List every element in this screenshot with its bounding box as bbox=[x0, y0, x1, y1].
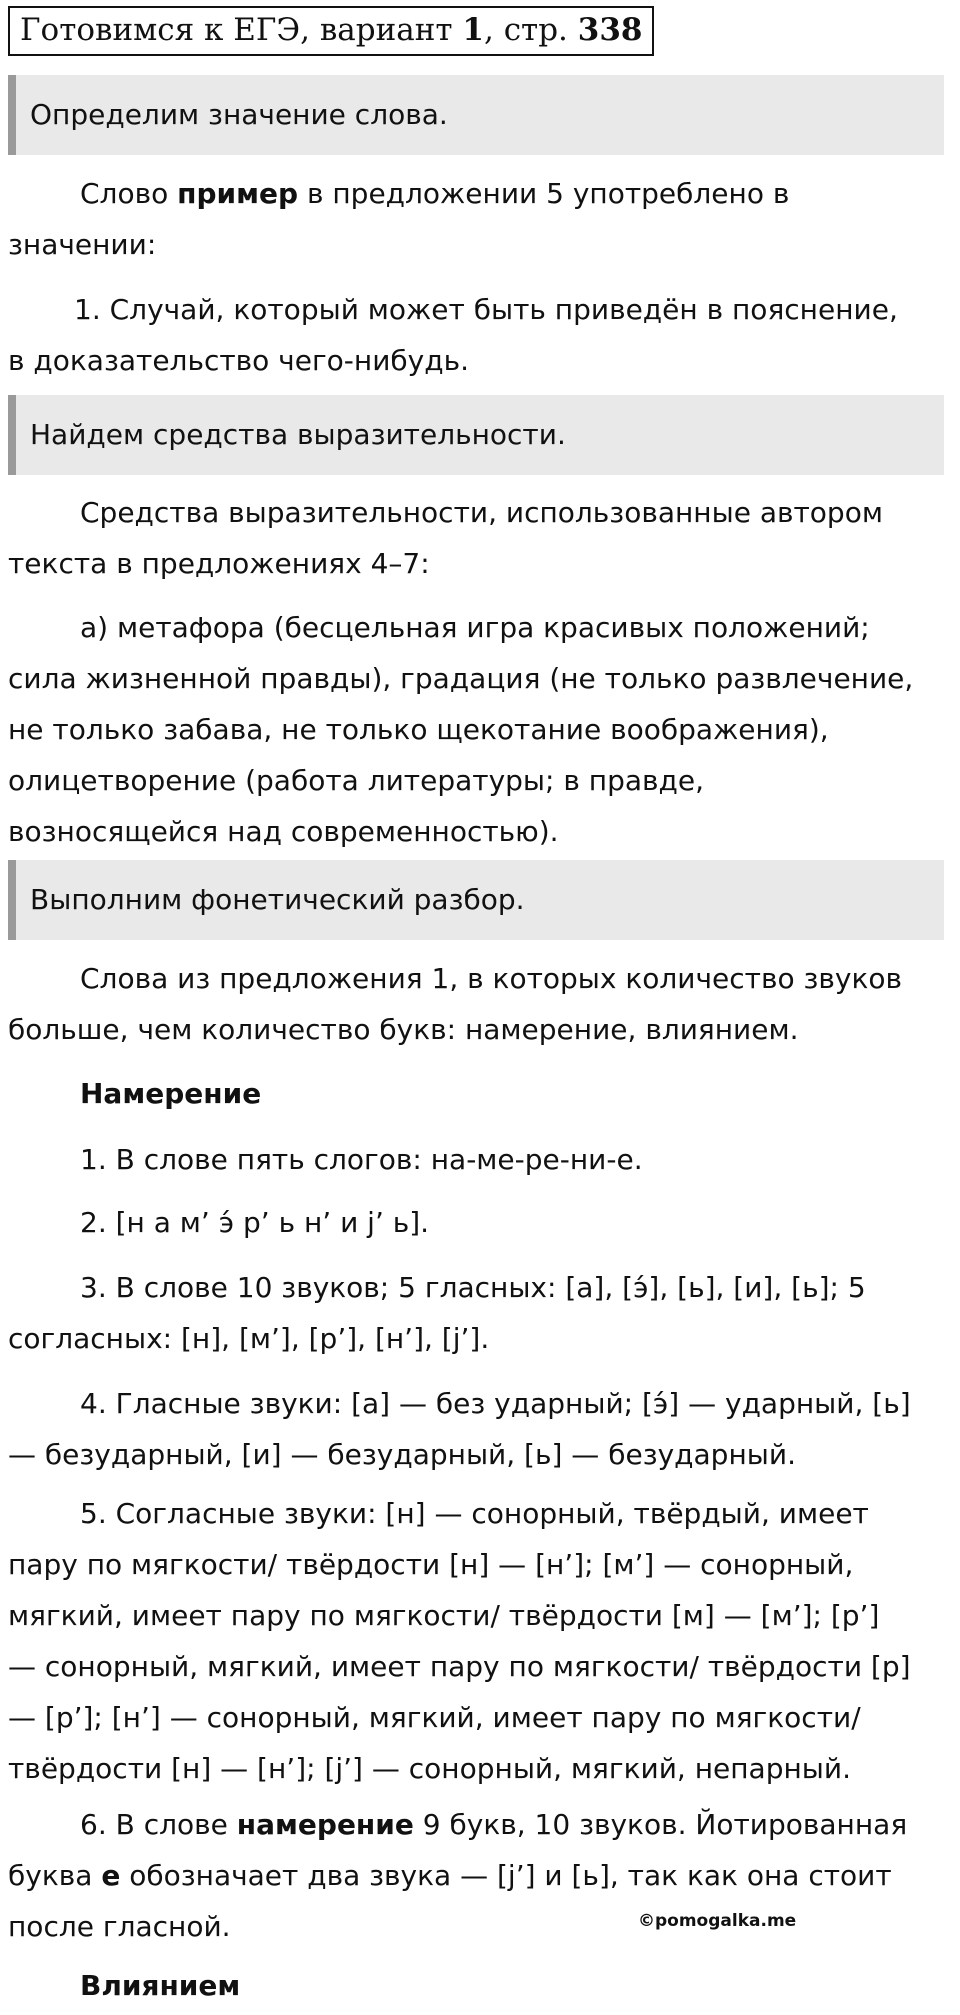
text-line: 5. Согласные звуки: [н] — сонорный, твёрдый, имеет bbox=[80, 1497, 869, 1530]
text-line: 1. В слове пять слогов: на-ме-ре-ни-е. bbox=[80, 1143, 643, 1176]
text-line: мягкий, имеет пару по мягкости/ твёрдости [м] — [м’]; [р’] bbox=[8, 1599, 880, 1632]
text-line: — [р’]; [н’] — сонорный, мягкий, имеет пару по мягкости/ bbox=[8, 1701, 861, 1734]
copyright-watermark: ©pomogalka.me bbox=[638, 1911, 797, 1931]
item-transcription bbox=[8, 1197, 948, 1248]
text-line: сила жизненной правды), градация (не только развлечение, bbox=[8, 662, 914, 695]
paragraph-expressive-list bbox=[8, 602, 948, 857]
text-run: 6. В слове bbox=[80, 1808, 237, 1841]
item-syllables bbox=[8, 1134, 948, 1185]
keyword: пример bbox=[177, 177, 299, 210]
word-heading-vliyaniem bbox=[8, 1960, 948, 2011]
keyword: намерение bbox=[236, 1808, 414, 1841]
text-line: 2. [н а м’ э́ р’ ь н’ и j’ ь]. bbox=[80, 1206, 430, 1239]
text-line: значении: bbox=[8, 228, 157, 261]
text-line: возносящейся над современностью). bbox=[8, 815, 559, 848]
text-line: текста в предложениях 4–7: bbox=[8, 547, 430, 580]
section-heading-expressive-means: Найдем средства выразительности. bbox=[8, 395, 944, 475]
text-run: в предложении 5 употреблено в bbox=[298, 177, 790, 210]
header-variant: 1 bbox=[462, 12, 484, 48]
text-line: больше, чем количество букв: намерение, влиянием. bbox=[8, 1013, 799, 1046]
item-consonants bbox=[8, 1488, 948, 1794]
item-sound-count bbox=[8, 1262, 948, 1364]
header-sep: , стр. bbox=[483, 12, 578, 48]
text-line: не только забава, не только щекотание воображения), bbox=[8, 713, 829, 746]
text-run: Слово bbox=[80, 177, 178, 210]
text-line: олицетворение (работа литературы; в правде, bbox=[8, 764, 704, 797]
text-line: твёрдости [н] — [н’]; [j’] — сонорный, мягкий, непарный. bbox=[8, 1752, 851, 1785]
text-line: 1. Случай, который может быть приведён в пояснение, bbox=[74, 293, 898, 326]
page-header bbox=[8, 6, 654, 56]
text-line: а) метафора (бесцельная игра красивых положений; bbox=[80, 611, 870, 644]
section-heading-meaning: Определим значение слова. bbox=[8, 75, 944, 155]
text-line: пару по мягкости/ твёрдости [н] — [н’]; [м’] — сонорный, bbox=[8, 1548, 854, 1581]
paragraph-expressive-intro bbox=[8, 487, 948, 589]
item-letters-sounds bbox=[8, 1799, 948, 1952]
word-heading-namerenie bbox=[8, 1068, 948, 1119]
text-run: обозначает два звука — [j’] и [ь], так как она стоит bbox=[120, 1859, 892, 1892]
text-line: 4. Гласные звуки: [а] — без ударный; [э́] — ударный, [ь] bbox=[80, 1387, 911, 1420]
section-heading-phonetic: Выполним фонетический разбор. bbox=[8, 860, 944, 940]
text-run: 9 букв, 10 звуков. Йотированная bbox=[413, 1808, 908, 1841]
text-line: после гласной. bbox=[8, 1910, 231, 1943]
paragraph-phonetic-intro bbox=[8, 953, 948, 1055]
text-line bbox=[8, 1799, 948, 1850]
header-prefix: Готовимся к ЕГЭ, вариант bbox=[20, 12, 463, 48]
text-line: Слова из предложения 1, в которых количество звуков bbox=[80, 962, 903, 995]
text-line: — безударный, [и] — безударный, [ь] — безударный. bbox=[8, 1438, 796, 1471]
text-line: Средства выразительности, использованные автором bbox=[80, 496, 883, 529]
paragraph-definition bbox=[8, 284, 948, 386]
paragraph-word-meaning bbox=[8, 168, 948, 270]
text-line: — сонорный, мягкий, имеет пару по мягкости/ твёрдости [р] bbox=[8, 1650, 911, 1683]
text-line: согласных: [н], [м’], [р’], [н’], [j’]. bbox=[8, 1322, 490, 1355]
word-heading-text: Влиянием bbox=[80, 1969, 241, 2002]
item-vowels bbox=[8, 1378, 948, 1480]
text-line bbox=[8, 168, 948, 219]
text-line: 3. В слове 10 звуков; 5 гласных: [а], [э́], [ь], [и], [ь]; 5 bbox=[80, 1271, 866, 1304]
text-line bbox=[8, 1850, 948, 1901]
header-page-number: 338 bbox=[577, 12, 643, 48]
word-heading-text: Намерение bbox=[80, 1077, 262, 1110]
text-line: в доказательство чего-нибудь. bbox=[8, 344, 470, 377]
text-run: буква bbox=[8, 1859, 102, 1892]
keyword: е bbox=[101, 1859, 121, 1892]
